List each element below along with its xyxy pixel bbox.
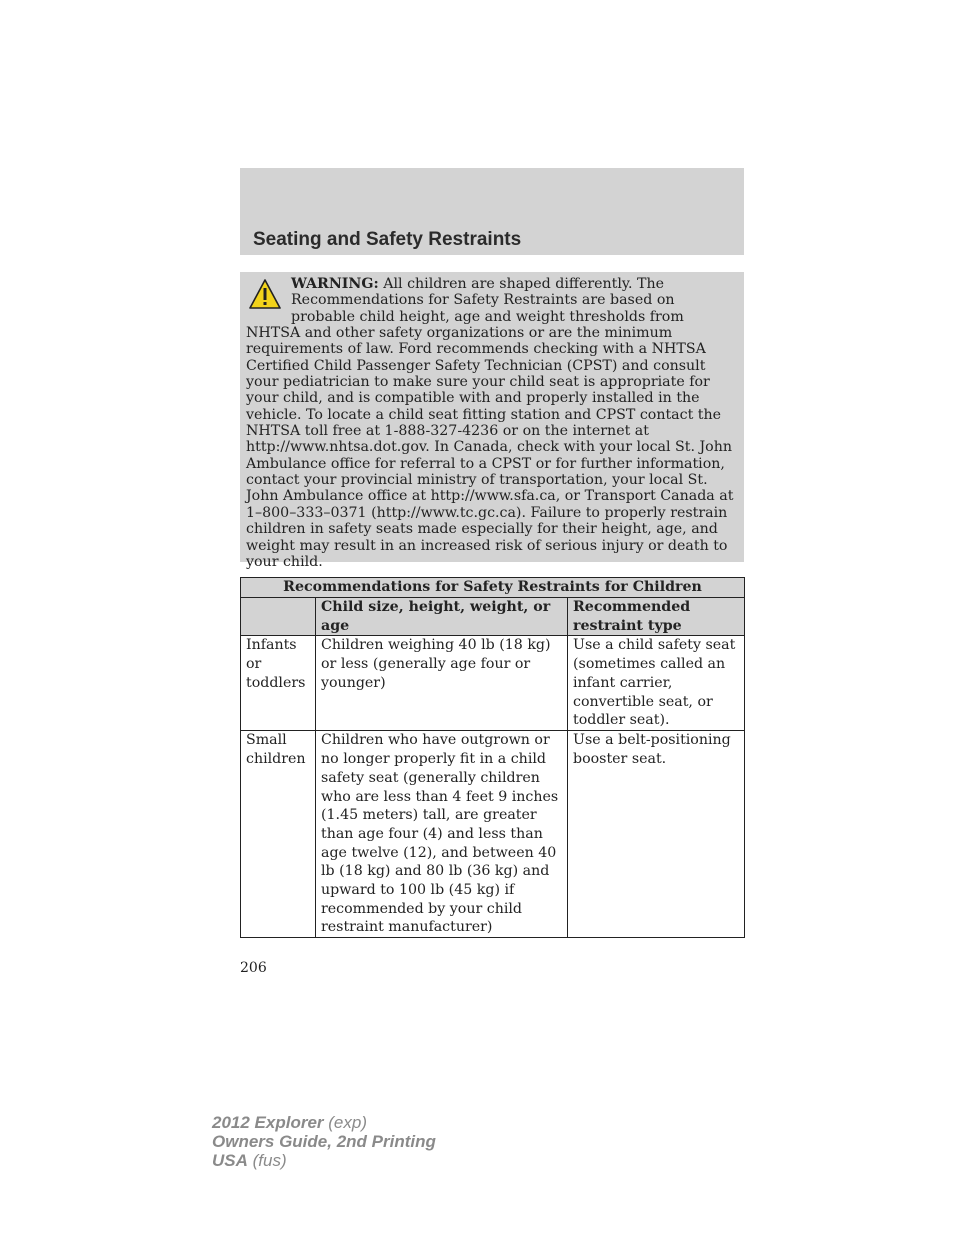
table-header-restraint-type: Recommended restraint type (568, 598, 745, 636)
table-caption: Recommendations for Safety Restraints for Children (241, 578, 745, 598)
footer-model: 2012 Explorer (212, 1113, 324, 1132)
table-cell-restraint: Use a child safety seat (sometimes called an infant carrier, convertible seat, or toddler seat). (568, 636, 745, 731)
document-footer (212, 1113, 436, 1170)
table-cell-child-size: Children who have outgrown or no longer properly fit in a child safety seat (generally children who are less than 4 feet 9 inches (1.45 meters) tall, are greater than age four (4) and less than age twelve (12), and between 40 lb (18 kg) and 80 lb (36 kg) and upward to 100 lb (45 kg) if recommended by your child restraint manufacturer) (316, 731, 568, 938)
page-number: 206 (240, 960, 267, 976)
table-header-blank (241, 598, 316, 636)
warning-box (240, 272, 744, 570)
section-header (240, 168, 744, 255)
safety-restraints-table (240, 577, 745, 938)
table-cell-category: Infants or toddlers (241, 636, 316, 731)
table-cell-category: Small children (241, 731, 316, 938)
section-title: Seating and Safety Restraints (253, 229, 522, 250)
footer-market-code: (fus) (252, 1151, 287, 1170)
footer-guide: Owners Guide, 2nd Printing (212, 1132, 436, 1151)
warning-triangle-icon (248, 278, 282, 310)
table-row (241, 731, 745, 938)
warning-text: All children are shaped differently. The Recommendations for Safety Restraints are based on probable child height, age and weight thresholds from NHTSA and other safety organizations or are the minimum requirements of law. Ford recommends checking with a NHTSA Certified Child Passenger Safety Technician (CPST) and consult your pediatrician to make sure your child seat is appropriate for your child, and is compatible with and properly installed in the vehicle. To locate a child seat fitting station and CPST contact the NHTSA toll free at 1-888-327-4236 or on the internet at http://www.nhtsa.dot.gov. In Canada, check with your local St. John Ambulance office for referral to a CPST or for further information, contact your provincial ministry of transportation, your local St. John Ambulance office at http://www.sfa.ca, or Transport Canada at 1–800–333–0371 (http://www.tc.gc.ca). Failure to properly restrain children in safety seats made especially for their height, age, and weight may result in an increased risk of serious injury or death to your child. (246, 276, 734, 570)
table-row (241, 636, 745, 731)
footer-model-code: (exp) (328, 1113, 367, 1132)
table-cell-restraint: Use a belt-positioning booster seat. (568, 731, 745, 938)
warning-label: WARNING: (291, 276, 379, 292)
footer-market: USA (212, 1151, 248, 1170)
table-cell-child-size: Children weighing 40 lb (18 kg) or less (generally age four or younger) (316, 636, 568, 731)
table-header-child-size: Child size, height, weight, or age (316, 598, 568, 636)
